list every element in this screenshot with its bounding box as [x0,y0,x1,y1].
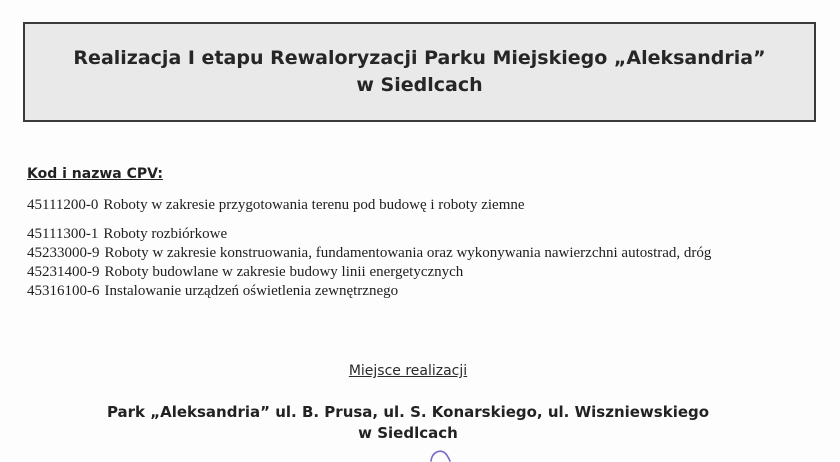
cpv-item [27,244,787,263]
cpv-item [27,263,787,282]
place-address [0,402,816,444]
cpv-list [27,196,787,301]
cpv-code: 45111300-1 [27,226,99,242]
place-address-line-1: Park „Aleksandria” ul. B. Prusa, ul. S. Konarskiego, ul. Wiszniewskiego [106,403,710,421]
document-title-line-1: Realizacja I etapu Rewaloryzacji Parku Miejskiego „Aleksandria” [73,47,766,69]
cpv-code: 45316100-6 [27,283,100,299]
cpv-description: Roboty w zakresie konstruowania, fundamentowania oraz wykonywania nawierzchni autostrad, dróg [104,245,712,261]
cpv-code: 45233000-9 [27,245,100,261]
cpv-item [27,225,787,244]
cpv-item [27,282,787,301]
cpv-description: Instalowanie urządzeń oświetlenia zewnętrznego [104,283,399,299]
place-label: Miejsce realizacji [348,363,468,379]
cpv-description: Roboty rozbiórkowe [103,226,228,242]
cpv-description: Roboty budowlane w zakresie budowy linii energetycznych [104,264,464,280]
cpv-heading: Kod i nazwa CPV: [27,166,163,182]
cpv-item [27,196,787,215]
cpv-code: 45231400-9 [27,264,100,280]
place-address-line-2: w Siedlcach [358,424,458,442]
cpv-description: Roboty w zakresie przygotowania terenu pod budowę i roboty ziemne [103,197,525,213]
document-title-line-2: w Siedlcach [356,74,483,96]
pen-mark-icon [428,448,454,462]
title-box [23,22,816,122]
cpv-code: 45111200-0 [27,197,99,213]
